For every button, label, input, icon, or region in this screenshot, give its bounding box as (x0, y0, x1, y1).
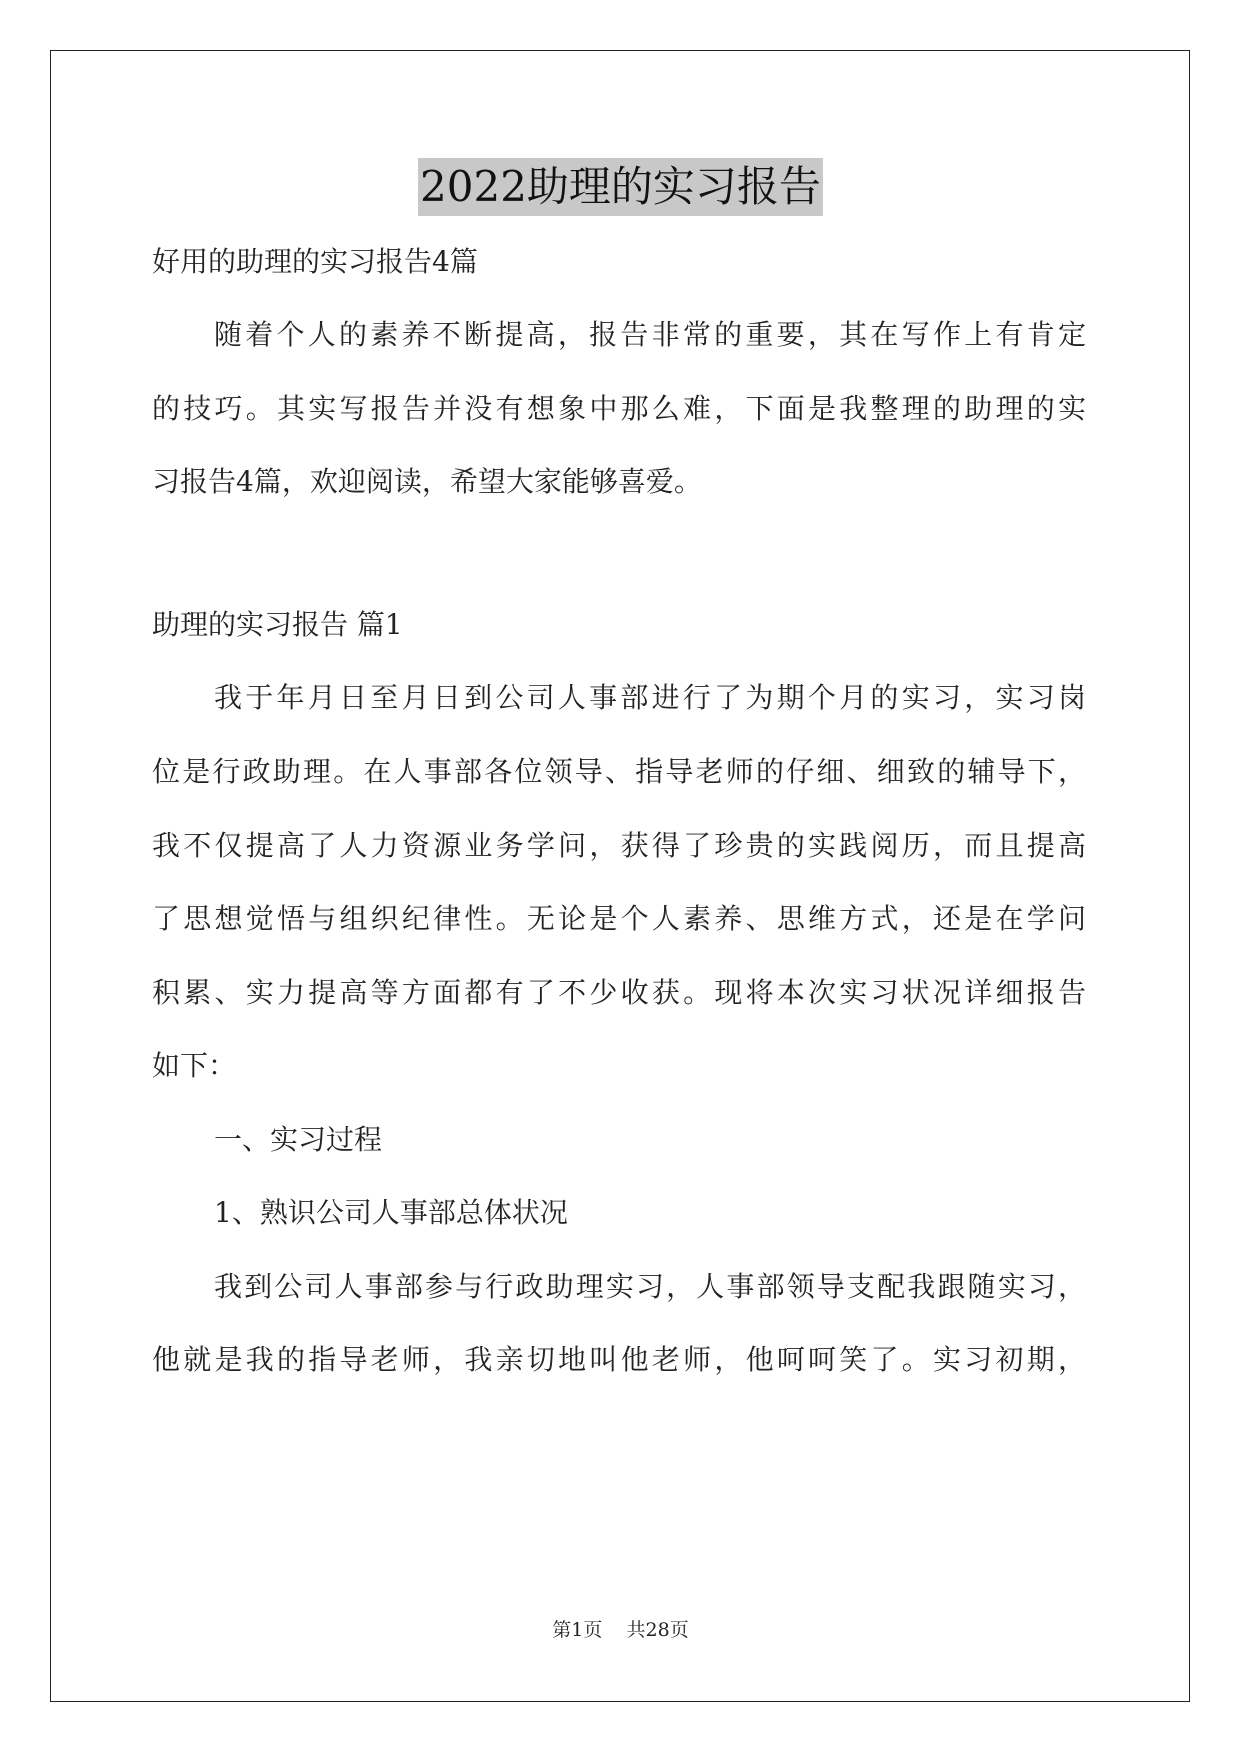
body-line-5: 积累、实力提高等方面都有了不少收获。现将本次实习状况详细报告 (152, 976, 1086, 1009)
body-line-4: 了思想觉悟与组织纪律性。无论是个人素养、思维方式，还是在学问 (152, 902, 1086, 935)
page-number-label: 第1页 共28页 (552, 1619, 689, 1641)
intro-line-1: 随着个人的素养不断提高，报告非常的重要，其在写作上有肯定 (214, 318, 1086, 351)
body-line-6: 如下： (152, 1049, 237, 1082)
document-subtitle: 好用的助理的实习报告4篇 (152, 245, 478, 278)
body-line-2: 位是行政助理。在人事部各位领导、指导老师的仔细、细致的辅导下， (152, 755, 1086, 788)
page-border (50, 50, 1190, 1702)
document-title: 2022助理的实习报告 (418, 158, 823, 216)
sub-heading: 1、熟识公司人事部总体状况 (214, 1196, 568, 1229)
part-heading: 一、实习过程 (214, 1123, 383, 1156)
last-line-2: 他就是我的指导老师，我亲切地叫他老师，他呵呵笑了。实习初期， (152, 1343, 1086, 1376)
page-footer (0, 1618, 1241, 1642)
body-line-3: 我不仅提高了人力资源业务学问，获得了珍贵的实践阅历，而且提高 (152, 829, 1086, 862)
body-line-1: 我于年月日至月日到公司人事部进行了为期个月的实习，实习岗 (214, 681, 1086, 714)
intro-line-3: 习报告4篇，欢迎阅读，希望大家能够喜爱。 (152, 465, 702, 498)
last-line-1: 我到公司人事部参与行政助理实习，人事部领导支配我跟随实习， (214, 1270, 1086, 1303)
intro-line-2: 的技巧。其实写报告并没有想象中那么难，下面是我整理的助理的实 (152, 392, 1086, 425)
section-heading: 助理的实习报告 篇1 (152, 608, 403, 641)
title-container (0, 158, 1241, 216)
